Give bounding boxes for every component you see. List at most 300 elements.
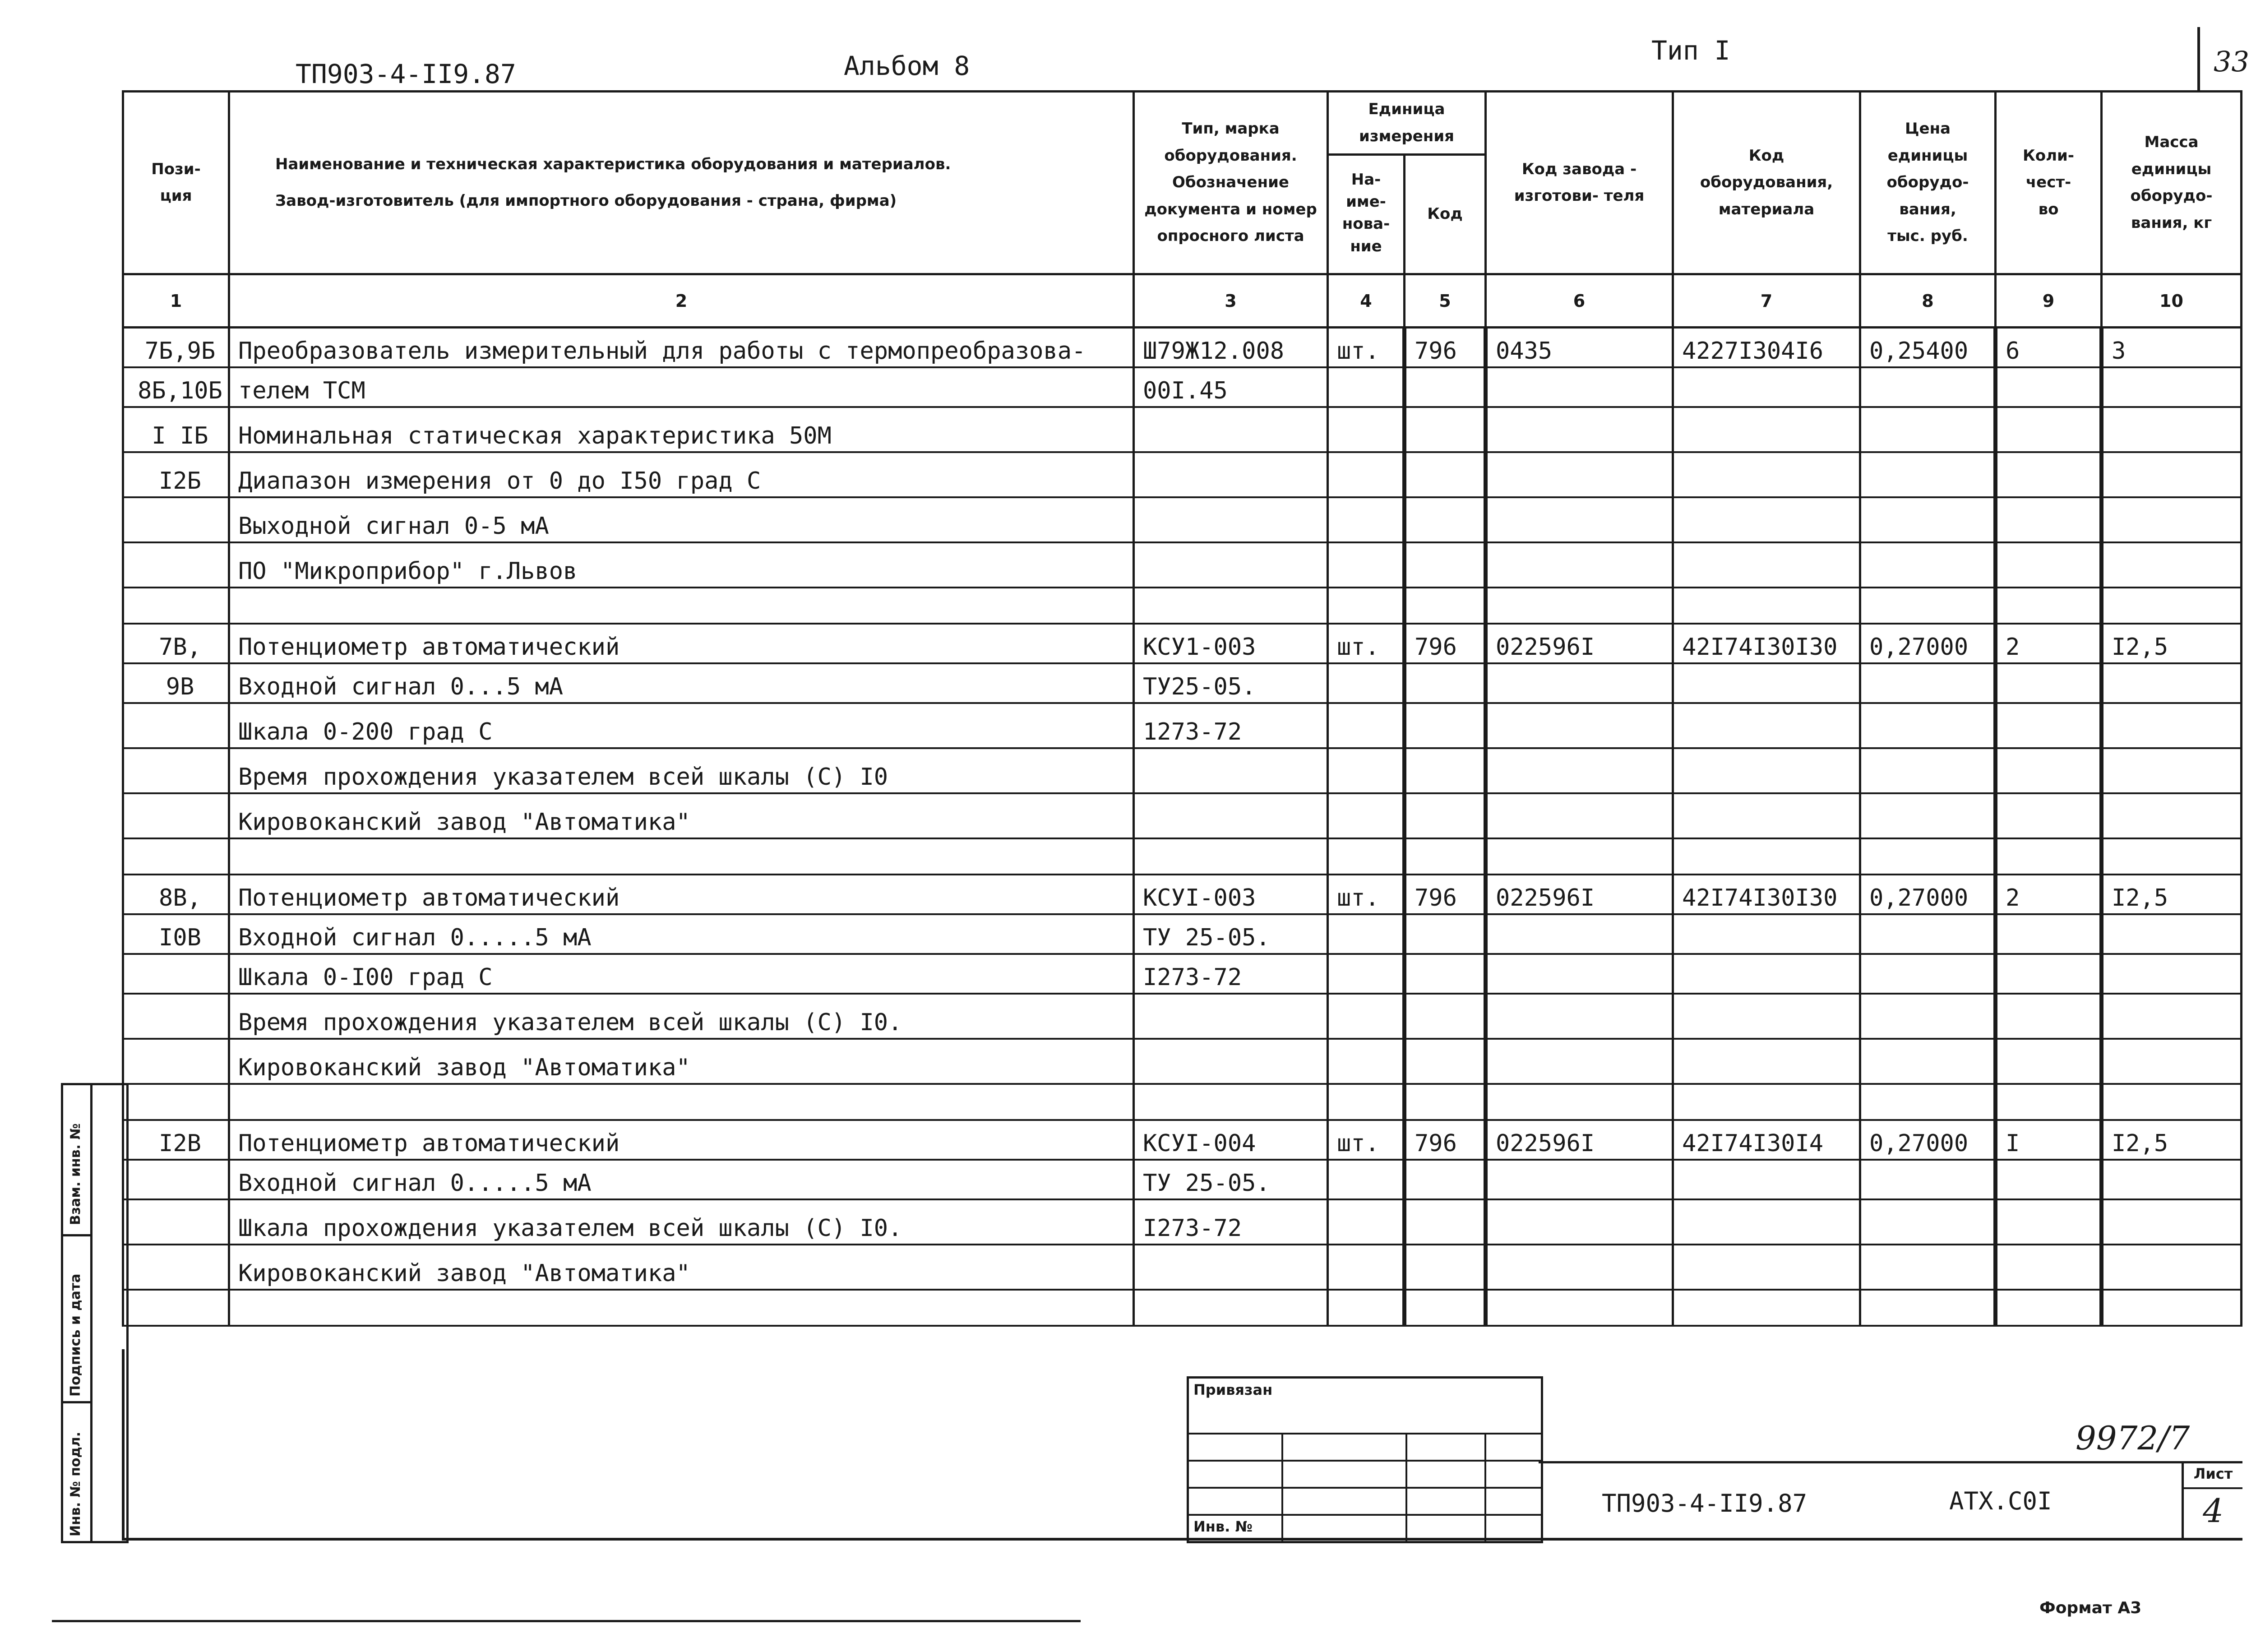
frame-bottom-line <box>122 1538 2242 1541</box>
stamp-divider <box>1189 1433 1541 1435</box>
cell-unit-name <box>1328 497 1405 542</box>
cell-unit-code <box>1405 793 1486 838</box>
cell-equipment-code <box>1673 838 1860 875</box>
cell-unit-name: шт. <box>1328 1120 1405 1160</box>
cell-equipment-code <box>1673 1160 1860 1199</box>
cell-name: Потенциометр автоматический <box>229 624 1134 663</box>
table-row <box>123 1084 2242 1120</box>
cell-name <box>229 1290 1134 1326</box>
bound-label: Привязан <box>1193 1381 1273 1398</box>
cell-position <box>123 954 229 994</box>
cell-mass <box>2102 588 2242 624</box>
cell-mass <box>2102 954 2242 994</box>
cell-unit-code <box>1405 914 1486 954</box>
cell-mass <box>2102 793 2242 838</box>
stamp-divider <box>1189 1487 1541 1489</box>
col-equipment-code-label: Код оборудования, материала <box>1700 146 1833 218</box>
cell-price <box>1860 914 1996 954</box>
cell-factory-code <box>1486 367 1673 407</box>
table-row <box>123 1039 2242 1084</box>
left-margin-divider <box>63 1401 92 1403</box>
cell-mass <box>2102 367 2242 407</box>
table-body <box>123 328 2242 1326</box>
cell-factory-code: 022596I <box>1486 624 1673 663</box>
cell-unit-code <box>1405 1084 1486 1120</box>
cell-unit-name <box>1328 748 1405 793</box>
cell-type: I273-72 <box>1134 954 1328 994</box>
cell-quantity <box>1996 838 2102 875</box>
cell-factory-code: 022596I <box>1486 875 1673 914</box>
cell-name: Шкала 0-200 град С <box>229 703 1134 748</box>
cell-name <box>229 838 1134 875</box>
table-row <box>123 994 2242 1039</box>
cell-name: ПО "Микроприбор" г.Львов <box>229 542 1134 588</box>
cell-price: 0,27000 <box>1860 875 1996 914</box>
cell-price <box>1860 1160 1996 1199</box>
col-price-label: Цена единицы оборудо- вания, тыс. руб. <box>1886 120 1969 245</box>
cell-name: Шкала 0-I00 град С <box>229 954 1134 994</box>
cell-name <box>229 1084 1134 1120</box>
cell-unit-code: 796 <box>1405 875 1486 914</box>
cell-unit-code <box>1405 1039 1486 1084</box>
sheet-box <box>2182 1461 2242 1538</box>
cell-unit-code <box>1405 497 1486 542</box>
table-row <box>123 497 2242 542</box>
cell-unit-name <box>1328 1039 1405 1084</box>
cell-price <box>1860 1245 1996 1290</box>
cell-quantity <box>1996 452 2102 497</box>
cell-position: I0В <box>123 914 229 954</box>
cell-type <box>1134 1084 1328 1120</box>
left-margin-divider <box>90 1085 92 1541</box>
cell-unit-code <box>1405 367 1486 407</box>
cell-name: Выходной сигнал 0-5 мА <box>229 497 1134 542</box>
cell-factory-code <box>1486 838 1673 875</box>
cell-unit-code: 796 <box>1405 328 1486 367</box>
col-name-label-line1: Наименование и техническая характеристика оборудования и материалов. <box>275 155 951 173</box>
cell-mass <box>2102 748 2242 793</box>
cell-quantity: 2 <box>1996 624 2102 663</box>
cell-quantity <box>1996 1039 2102 1084</box>
cell-equipment-code <box>1673 663 1860 703</box>
cell-position <box>123 588 229 624</box>
cell-equipment-code <box>1673 407 1860 452</box>
cell-unit-code <box>1405 452 1486 497</box>
cell-unit-name <box>1328 954 1405 994</box>
col-position-header <box>123 92 229 274</box>
cell-factory-code <box>1486 793 1673 838</box>
cell-type <box>1134 497 1328 542</box>
cell-name: Потенциометр автоматический <box>229 1120 1134 1160</box>
col-unit-header <box>1328 92 1486 155</box>
cell-factory-code <box>1486 1245 1673 1290</box>
cell-position: I IБ <box>123 407 229 452</box>
table-row <box>123 1120 2242 1160</box>
table-row <box>123 367 2242 407</box>
format-label: Формат А3 <box>2039 1599 2142 1617</box>
cell-unit-name <box>1328 1245 1405 1290</box>
cell-factory-code <box>1486 407 1673 452</box>
cell-type: ТУ 25-05. <box>1134 914 1328 954</box>
cell-position: 7Б,9Б <box>123 328 229 367</box>
cell-equipment-code: 4227I304I6 <box>1673 328 1860 367</box>
cell-unit-code <box>1405 588 1486 624</box>
cell-type: Ш79Ж12.008 <box>1134 328 1328 367</box>
cell-name: Входной сигнал 0...5 мА <box>229 663 1134 703</box>
col-equipment-code-header <box>1673 92 1860 274</box>
cell-quantity <box>1996 703 2102 748</box>
title-doc-code: ТП903-4-II9.87 <box>1602 1489 1808 1518</box>
cell-price <box>1860 1084 1996 1120</box>
cell-mass <box>2102 1160 2242 1199</box>
page-number-box <box>2197 27 2256 90</box>
cell-unit-name <box>1328 838 1405 875</box>
cell-equipment-code <box>1673 1245 1860 1290</box>
col-number: 6 <box>1486 274 1673 328</box>
cell-position: 9В <box>123 663 229 703</box>
table-row <box>123 663 2242 703</box>
page-bottom-rule <box>52 1620 1081 1622</box>
cell-unit-code: 796 <box>1405 624 1486 663</box>
cell-position <box>123 497 229 542</box>
cell-quantity <box>1996 542 2102 588</box>
cell-mass <box>2102 1199 2242 1245</box>
col-factory-code-label: Код завода - изготови- теля <box>1514 160 1645 205</box>
cell-unit-name <box>1328 588 1405 624</box>
cell-price: 0,27000 <box>1860 1120 1996 1160</box>
cell-unit-name <box>1328 1199 1405 1245</box>
cell-quantity <box>1996 1245 2102 1290</box>
cell-quantity <box>1996 748 2102 793</box>
cell-equipment-code <box>1673 588 1860 624</box>
replacement-inventory-label: Взам. инв. № <box>68 1123 83 1225</box>
cell-quantity <box>1996 954 2102 994</box>
cell-position <box>123 1084 229 1120</box>
col-unit-name-label: На- име- нова- ние <box>1342 170 1390 255</box>
cell-name: Кировоканский завод "Автоматика" <box>229 1245 1134 1290</box>
cell-price <box>1860 452 1996 497</box>
cell-equipment-code <box>1673 452 1860 497</box>
cell-unit-name <box>1328 407 1405 452</box>
cell-unit-name <box>1328 542 1405 588</box>
col-number: 8 <box>1860 274 1996 328</box>
cell-type: 1273-72 <box>1134 703 1328 748</box>
cell-mass <box>2102 914 2242 954</box>
type-label: Тип I <box>1651 35 1730 66</box>
sheet-number: 4 <box>2203 1491 2224 1530</box>
cell-equipment-code <box>1673 748 1860 793</box>
cell-quantity <box>1996 663 2102 703</box>
table-row <box>123 793 2242 838</box>
col-unit-code-header <box>1405 155 1486 274</box>
col-quantity-header <box>1996 92 2102 274</box>
cell-type <box>1134 542 1328 588</box>
cell-factory-code <box>1486 703 1673 748</box>
table-row <box>123 1245 2242 1290</box>
cell-quantity <box>1996 588 2102 624</box>
stamp-divider <box>1281 1433 1283 1541</box>
cell-factory-code <box>1486 994 1673 1039</box>
header-row <box>123 92 2242 155</box>
cell-unit-name <box>1328 1290 1405 1326</box>
cell-type <box>1134 452 1328 497</box>
table-row <box>123 954 2242 994</box>
cell-unit-name <box>1328 367 1405 407</box>
cell-position <box>123 542 229 588</box>
stamp-divider <box>1189 1460 1541 1462</box>
cell-price <box>1860 793 1996 838</box>
cell-quantity <box>1996 994 2102 1039</box>
stamp-divider <box>1189 1514 1541 1516</box>
col-type-header <box>1134 92 1328 274</box>
cell-type: I273-72 <box>1134 1199 1328 1245</box>
handwritten-number: 9972/7 <box>2076 1419 2190 1457</box>
cell-unit-code <box>1405 542 1486 588</box>
cell-unit-name <box>1328 1160 1405 1199</box>
cell-mass: 3 <box>2102 328 2242 367</box>
cell-price <box>1860 1039 1996 1084</box>
cell-quantity <box>1996 914 2102 954</box>
cell-unit-name: шт. <box>1328 624 1405 663</box>
cell-position <box>123 1245 229 1290</box>
cell-mass <box>2102 542 2242 588</box>
cell-quantity <box>1996 793 2102 838</box>
cell-type: КСУI-003 <box>1134 875 1328 914</box>
cell-name: Время прохождения указателем всей шкалы (С) I0. <box>229 994 1134 1039</box>
cell-equipment-code <box>1673 1084 1860 1120</box>
col-number: 4 <box>1328 274 1405 328</box>
table-row <box>123 407 2242 452</box>
cell-unit-code <box>1405 1245 1486 1290</box>
cell-price <box>1860 1199 1996 1245</box>
cell-name: Номинальная статическая характеристика 50М <box>229 407 1134 452</box>
cell-unit-code <box>1405 748 1486 793</box>
cell-factory-code <box>1486 497 1673 542</box>
cell-factory-code <box>1486 1160 1673 1199</box>
title-block-top-line <box>1539 1461 2242 1463</box>
cell-unit-name <box>1328 914 1405 954</box>
table-row <box>123 1290 2242 1326</box>
cell-factory-code <box>1486 663 1673 703</box>
cell-equipment-code <box>1673 914 1860 954</box>
cell-price <box>1860 367 1996 407</box>
col-unit-name-header <box>1328 155 1405 274</box>
column-number-row <box>123 274 2242 328</box>
cell-position <box>123 793 229 838</box>
cell-unit-code: 796 <box>1405 1120 1486 1160</box>
cell-unit-code <box>1405 407 1486 452</box>
frame-left-line <box>122 1349 125 1539</box>
cell-unit-code <box>1405 1160 1486 1199</box>
cell-factory-code <box>1486 1039 1673 1084</box>
page-number: 33 <box>2214 45 2249 78</box>
cell-equipment-code: 42I74I30I30 <box>1673 875 1860 914</box>
cell-quantity <box>1996 497 2102 542</box>
cell-quantity: I <box>1996 1120 2102 1160</box>
cell-price <box>1860 497 1996 542</box>
cell-position: 8Б,10Б <box>123 367 229 407</box>
cell-equipment-code <box>1673 994 1860 1039</box>
cell-unit-code <box>1405 838 1486 875</box>
cell-unit-name: шт. <box>1328 328 1405 367</box>
cell-price <box>1860 588 1996 624</box>
cell-factory-code <box>1486 452 1673 497</box>
cell-quantity <box>1996 1084 2102 1120</box>
cell-position: I2Б <box>123 452 229 497</box>
stamp-divider <box>1405 1433 1407 1541</box>
cell-unit-name <box>1328 452 1405 497</box>
col-mass-header <box>2102 92 2242 274</box>
cell-equipment-code <box>1673 793 1860 838</box>
cell-type: КСУ1-003 <box>1134 624 1328 663</box>
col-name-label-line2: Завод-изготовитель (для импортного оборудования - страна, фирма) <box>275 192 897 210</box>
cell-unit-name <box>1328 703 1405 748</box>
col-factory-code-header <box>1486 92 1673 274</box>
cell-factory-code: 0435 <box>1486 328 1673 367</box>
cell-position <box>123 994 229 1039</box>
signature-date-label: Подпись и дата <box>68 1273 83 1397</box>
table-row <box>123 838 2242 875</box>
cell-type <box>1134 1245 1328 1290</box>
cell-unit-code <box>1405 703 1486 748</box>
cell-mass <box>2102 1084 2242 1120</box>
cell-unit-code <box>1405 994 1486 1039</box>
cell-type <box>1134 407 1328 452</box>
cell-mass <box>2102 994 2242 1039</box>
cell-price <box>1860 542 1996 588</box>
cell-price <box>1860 838 1996 875</box>
cell-position <box>123 1290 229 1326</box>
cell-unit-name <box>1328 1084 1405 1120</box>
cell-mass <box>2102 663 2242 703</box>
table-row <box>123 328 2242 367</box>
col-quantity-label: Коли- чест- во <box>2023 146 2074 218</box>
col-number: 9 <box>1996 274 2102 328</box>
cell-position: 7В, <box>123 624 229 663</box>
col-number: 1 <box>123 274 229 328</box>
cell-price <box>1860 1290 1996 1326</box>
cell-unit-code <box>1405 1199 1486 1245</box>
cell-factory-code <box>1486 542 1673 588</box>
cell-price <box>1860 994 1996 1039</box>
cell-equipment-code: 42I74I30I30 <box>1673 624 1860 663</box>
cell-unit-code <box>1405 954 1486 994</box>
table-row <box>123 1160 2242 1199</box>
cell-position <box>123 838 229 875</box>
cell-equipment-code: 42I74I30I4 <box>1673 1120 1860 1160</box>
cell-mass <box>2102 497 2242 542</box>
cell-type: ТУ 25-05. <box>1134 1160 1328 1199</box>
cell-name: Преобразователь измерительный для работы с термопреобразова- <box>229 328 1134 367</box>
cell-quantity: 2 <box>1996 875 2102 914</box>
cell-unit-name: шт. <box>1328 875 1405 914</box>
cell-type: ТУ25-05. <box>1134 663 1328 703</box>
cell-price <box>1860 663 1996 703</box>
col-number: 2 <box>229 274 1134 328</box>
cell-mass <box>2102 838 2242 875</box>
cell-quantity: 6 <box>1996 328 2102 367</box>
album-label: Альбом 8 <box>844 51 970 81</box>
left-margin-divider <box>63 1234 92 1236</box>
cell-quantity <box>1996 1290 2102 1326</box>
col-price-header <box>1860 92 1996 274</box>
col-mass-label: Масса единицы оборудо- вания, кг <box>2130 133 2213 232</box>
cell-position <box>123 1160 229 1199</box>
left-margin-stamp <box>61 1083 129 1543</box>
title-doc-id: АТХ.С0I <box>1949 1487 2052 1515</box>
cell-name: Потенциометр автоматический <box>229 875 1134 914</box>
cell-name: Диапазон измерения от 0 до I50 град С <box>229 452 1134 497</box>
sheet-label: Лист <box>2184 1461 2242 1489</box>
document-code: ТП903-4-II9.87 <box>296 59 516 89</box>
cell-type <box>1134 1039 1328 1084</box>
cell-equipment-code <box>1673 703 1860 748</box>
cell-equipment-code <box>1673 542 1860 588</box>
cell-type: 00I.45 <box>1134 367 1328 407</box>
table-row <box>123 914 2242 954</box>
cell-name: Кировоканский завод "Автоматика" <box>229 793 1134 838</box>
cell-type <box>1134 994 1328 1039</box>
cell-mass <box>2102 703 2242 748</box>
cell-name <box>229 588 1134 624</box>
col-name-header <box>229 92 1134 274</box>
cell-position <box>123 703 229 748</box>
cell-mass: I2,5 <box>2102 875 2242 914</box>
cell-factory-code <box>1486 588 1673 624</box>
cell-price <box>1860 748 1996 793</box>
cell-equipment-code <box>1673 367 1860 407</box>
cell-equipment-code <box>1673 1290 1860 1326</box>
cell-unit-name <box>1328 663 1405 703</box>
cell-price <box>1860 954 1996 994</box>
cell-type <box>1134 838 1328 875</box>
original-inventory-label: Инв. № подл. <box>68 1431 83 1536</box>
cell-mass <box>2102 1039 2242 1084</box>
cell-unit-name <box>1328 793 1405 838</box>
inventory-label: Инв. № <box>1193 1518 1253 1535</box>
col-number: 7 <box>1673 274 1860 328</box>
cell-name: телем ТСМ <box>229 367 1134 407</box>
cell-quantity <box>1996 1199 2102 1245</box>
cell-factory-code <box>1486 1199 1673 1245</box>
col-position-label: Пози- ция <box>151 160 201 205</box>
cell-factory-code <box>1486 1290 1673 1326</box>
cell-factory-code <box>1486 954 1673 994</box>
cell-factory-code <box>1486 748 1673 793</box>
table-row <box>123 1199 2242 1245</box>
cell-mass: I2,5 <box>2102 624 2242 663</box>
cell-type: КСУI-004 <box>1134 1120 1328 1160</box>
cell-price: 0,27000 <box>1860 624 1996 663</box>
cell-mass <box>2102 407 2242 452</box>
cell-mass <box>2102 452 2242 497</box>
cell-name: Входной сигнал 0.....5 мА <box>229 914 1134 954</box>
table-row <box>123 452 2242 497</box>
cell-position <box>123 1039 229 1084</box>
cell-quantity <box>1996 407 2102 452</box>
table-row <box>123 703 2242 748</box>
col-unit-code-label: Код <box>1427 205 1463 223</box>
cell-price: 0,25400 <box>1860 328 1996 367</box>
cell-factory-code: 022596I <box>1486 1120 1673 1160</box>
cell-position: 8В, <box>123 875 229 914</box>
col-unit-label: Единица измерения <box>1359 100 1454 145</box>
col-number: 3 <box>1134 274 1328 328</box>
cell-type <box>1134 1290 1328 1326</box>
cell-name: Время прохождения указателем всей шкалы (С) I0 <box>229 748 1134 793</box>
cell-name: Шкала прохождения указателем всей шкалы (С) I0. <box>229 1199 1134 1245</box>
stamp-divider <box>1484 1433 1486 1541</box>
